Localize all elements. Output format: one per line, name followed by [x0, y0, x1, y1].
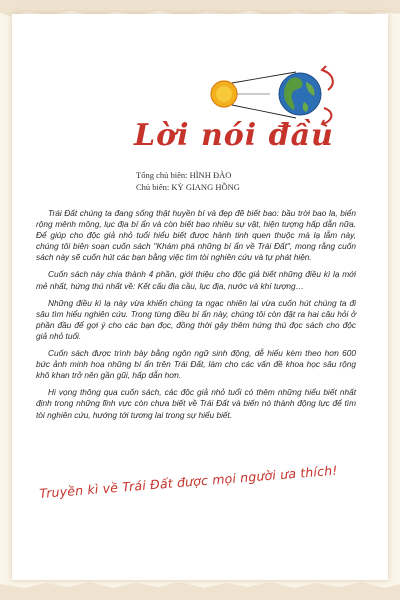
page-title: Lời nói đầu — [134, 118, 334, 153]
paragraph: Những điều kì lạ này vừa khiến chúng ta ngạc nhiên lại vừa cuốn hút chúng ta đi sâu tìm hiểu nghiên cứu. Trong từng điều bí ẩn này, chúng tôi còn đặt ra hai câu hỏi ở phần đầu để gợi ý cho các bạn đọc, đồng thời gây thêm hứng thú đọc sách cho độc giả nhỏ tuổi. — [36, 297, 356, 341]
paragraph: Trái Đất chúng ta đang sống thật huyền bí và đẹp đẽ biết bao: bầu trời bao la, biển rộng mênh mông, lục địa bí ẩn và còn biết bao nhiêu sự vật, hiện tượng hấp dẫn nữa. Để giúp cho độc giả nhỏ tuổi hiểu biết được hành tinh quen thuộc mà lạ lẫm này, chúng tôi biên soạn cuốn sách "Khám phá những bí ẩn về Trái Đất", mong rằng cuốn sách này sẽ cuốn hút các bạn bằng việc tìm tòi nghiên cứu và tự phát hiện. — [36, 208, 356, 263]
paragraph: Cuốn sách được trình bày bằng ngôn ngữ sinh động, dễ hiểu kèm theo hơn 600 bức ảnh minh hoạ những bí ẩn trên Trái Đất, làm cho các vấn đề khoa học sâu rộng khô khan trở nên gần gũi, hấp dẫn hơn. — [36, 348, 356, 381]
paragraph: Cuốn sách này chia thành 4 phần, giới thiệu cho độc giả biết những điều kì lạ mới mẻ nhất, hứng thú nhất về: Kết cấu địa cầu, lục địa, nước và khí tượng… — [36, 269, 356, 291]
general-editor-credit: Tổng chủ biên: HÌNH ĐÀO — [136, 170, 232, 180]
torn-edge-bottom — [0, 574, 400, 600]
editor-credit: Chủ biên: KỲ GIANG HỒNG — [136, 182, 240, 192]
orbit-arrow-icon — [322, 70, 333, 90]
earth-globe-icon — [279, 73, 321, 115]
slogan-text: Truyền kì về Trái Đất được mọi người ưa thích! — [38, 462, 339, 501]
credits-block — [136, 169, 240, 193]
preface-body — [36, 208, 356, 427]
paragraph: Hi vọng thông qua cuốn sách, các độc giả nhỏ tuổi có thêm những hiểu biết nhất định trong những lĩnh vực còn chưa biết về Trái Đất và biến nó thành động lực để tìm tòi nghiên cứu, hướng tới tương lai trong sự hiểu biết. — [36, 387, 356, 420]
